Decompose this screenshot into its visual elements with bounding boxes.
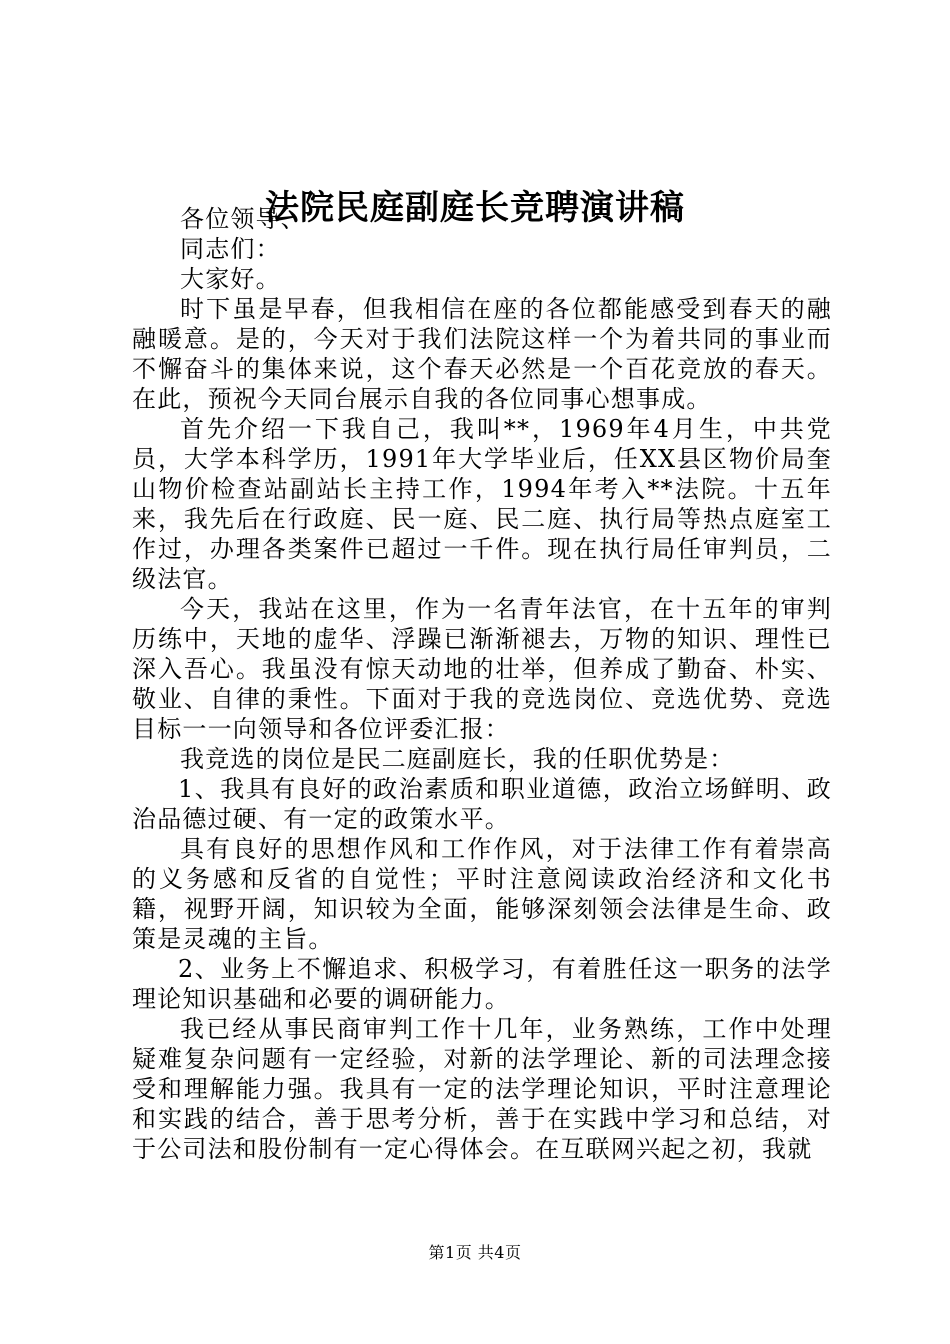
salutation-leaders: 各位领导、: [180, 205, 306, 233]
paragraph-today: 今天，我站在这里，作为一名青年法官，在十五年的审判历练中，天地的虚华、浮躁已渐渐褪去，万物的知识、理性已深入吾心。我虽没有惊天动地的壮举，但养成了勤奋、朴实、敬业、自律的秉性。下面对于我的竞选岗位、竞选优势、竞选目标一一向领导和各位评委汇报：: [132, 595, 832, 743]
page-number-footer: 第1页 共4页: [428, 1243, 522, 1262]
paragraph-work-style: 具有良好的思想作风和工作作风，对于法律工作有着崇高的义务感和反省的自觉性；平时注意阅读政治经济和文化书籍，视野开阔，知识较为全面，能够深刻领会法律是生命、政策是灵魂的主旨。: [132, 835, 832, 953]
paragraph-advantage-1: 1、我具有良好的政治素质和职业道德，政治立场鲜明、政治品德过硬、有一定的政策水平。: [132, 775, 832, 833]
paragraph-experience: 我已经从事民商审判工作十几年，业务熟练，工作中处理疑难复杂问题有一定经验，对新的法学理论、新的司法理念接受和理解能力强。我具有一定的法学理论知识，平时注意理论和实践的结合，善于思考分析，善于在实践中学习和总结，对于公司法和股份制有一定心得体会。在互联网兴起之初，我就: [132, 1015, 832, 1163]
paragraph-advantage-2: 2、业务上不懈追求、积极学习，有着胜任这一职务的法学理论知识基础和必要的调研能力。: [132, 955, 832, 1013]
document-body: [132, 204, 832, 1164]
salutation-comrades: 同志们：: [180, 235, 281, 263]
paragraph-self-introduction: 首先介绍一下我自己，我叫**，1969年4月生，中共党员，大学本科学历，1991年大学毕业后，任XX县区物价局奎山物价检查站副站长主持工作，1994年考入**法院。十五年来，我先后在行政庭、民一庭、民二庭、执行局等热点庭室工作过，办理各类案件已超过一千件。现在执行局任审判员，二级法官。: [132, 415, 832, 593]
paragraph-intro: 时下虽是早春，但我相信在座的各位都能感受到春天的融融暖意。是的，今天对于我们法院这样一个为着共同的事业而不懈奋斗的集体来说，这个春天必然是一个百花竞放的春天。在此，预祝今天同台展示自我的各位同事心想事成。: [132, 295, 832, 413]
paragraph-position: 我竞选的岗位是民二庭副庭长，我的任职优势是：: [180, 745, 735, 773]
document-title: 法院民庭副庭长竞聘演讲稿: [265, 188, 685, 228]
greeting: 大家好。: [180, 265, 281, 293]
